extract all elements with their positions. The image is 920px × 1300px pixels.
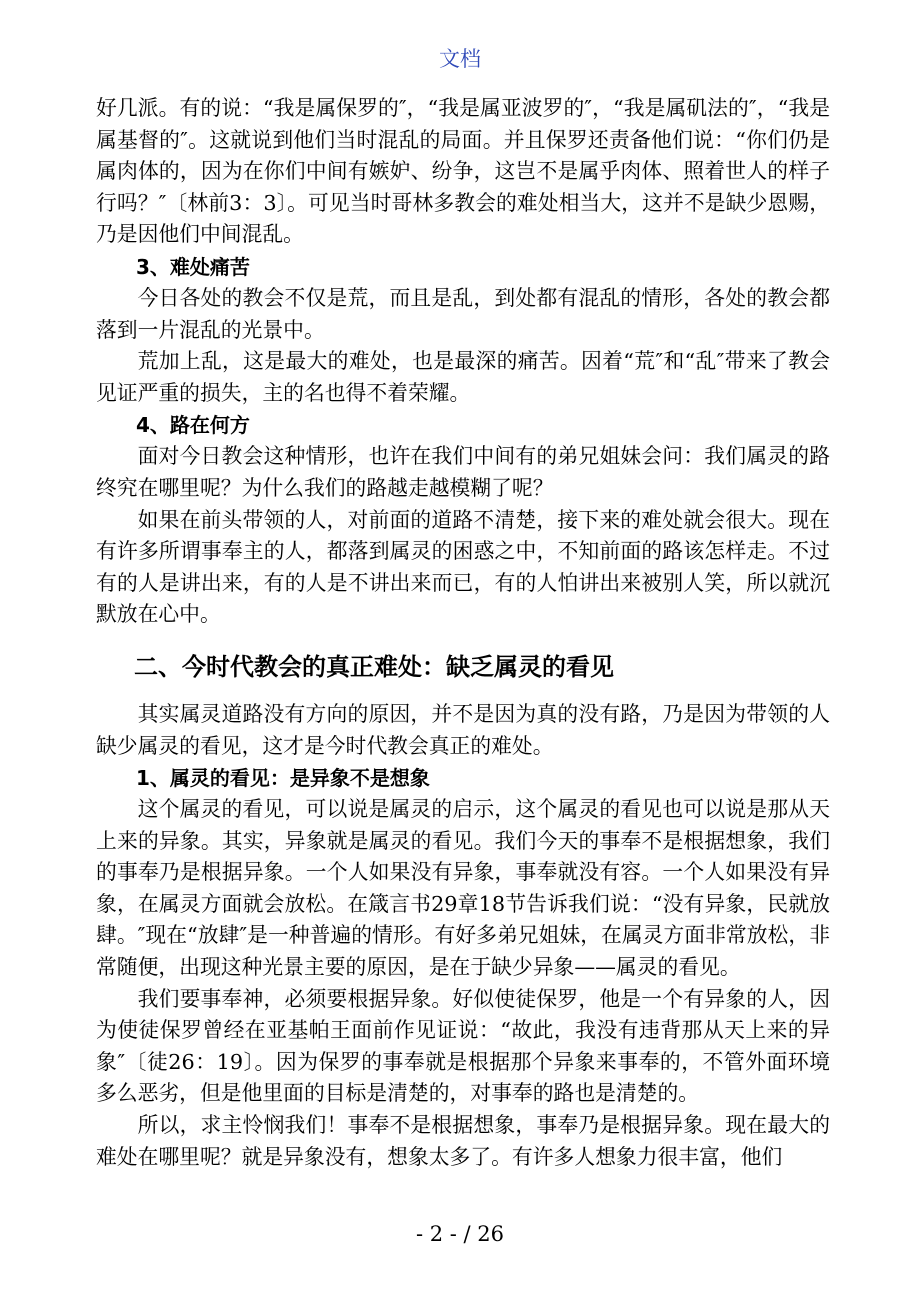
section-heading: 二、今时代教会的真正难处：缺乏属灵的看见 — [134, 652, 614, 681]
subsection-heading: 1、属灵的看见：是异象不是想象 — [136, 766, 430, 791]
subsection-heading: 3、难处痛苦 — [136, 254, 250, 279]
paragraph: 所以，求主怜悯我们！事奉不是根据想象，事奉乃是根据异象。现在最大的难处在哪里呢？就是异象没有，想象太多了。有许多人想象力很丰富，他们 — [96, 1113, 830, 1169]
paragraph: 今日各处的教会不仅是荒，而且是乱，到处都有混乱的情形，各处的教会都落到一片混乱的光景中。 — [96, 285, 830, 342]
page-number: - 2 - / 26 — [415, 1222, 505, 1246]
paragraph: 其实属灵道路没有方向的原因，并不是因为真的没有路，乃是因为带领的人缺少属灵的看见，这才是今时代教会真正的难处。 — [96, 701, 830, 758]
paragraph: 如果在前头带领的人，对前面的道路不清楚，接下来的难处就会很大。现在有许多所谓事奉主的人，都落到属灵的困惑之中，不知前面的路该怎样走。不过有的人是讲出来，有的人是不讲出来而已，有的人怕讲出来被别人笑，所以就沉默放在心中。 — [96, 507, 830, 627]
paragraph: 这个属灵的看见，可以说是属灵的启示，这个属灵的看见也可以说是那从天上来的异象。其实，异象就是属灵的看见。我们今天的事奉不是根据想象，我们的事奉乃是根据异象。一个人如果没有异象，事奉就没有容。一个人如果没有异象，在属灵方面就会放松。在箴言书29章18节告诉我们说：“没有异象，民就放肆。″现在“放肆″是一种普遍的情形。有好多弟兄姐妹，在属灵方面非常放松，非常随便，出现这种光景主要的原因，是在于缺少异象——属灵的看见。 — [96, 797, 830, 980]
paragraph: 我们要事奉神，必须要根据异象。好似使徒保罗，他是一个有异象的人，因为使徒保罗曾经在亚基帕王面前作见证说：“故此，我没有违背那从天上来的异象″〔徒26：19〕。因为保罗的事奉就是根据那个异象来事奉的，不管外面环境多么恶劣，但是他里面的目标是清楚的，对事奉的路也是清楚的。 — [96, 986, 830, 1106]
paragraph: 好几派。有的说：“我是属保罗的″，“我是属亚波罗的″，“我是属矶法的″，“我是属基督的″。这就说到他们当时混乱的局面。并且保罗还责备他们说：“你们仍是属肉体的，因为在你们中间有嫉妒、纷争，这岂不是属乎肉体、照着世人的样子行吗？″〔林前3：3〕。可见当时哥林多教会的难处相当大，这并不是缺少恩赐，乃是因他们中间混乱。 — [96, 96, 830, 247]
document-body — [96, 93, 830, 1173]
subsection-heading: 4、路在何方 — [136, 413, 250, 438]
page-header: 文档 — [439, 47, 481, 71]
paragraph: 面对今日教会这种情形，也许在我们中间有的弟兄姐妹会问：我们属灵的路终究在哪里呢？为什么我们的路越走越模糊了呢？ — [96, 444, 830, 500]
paragraph: 荒加上乱，这是最大的难处，也是最深的痛苦。因着“荒″和“乱″带来了教会见证严重的损失，主的名也得不着荣耀。 — [96, 349, 830, 405]
